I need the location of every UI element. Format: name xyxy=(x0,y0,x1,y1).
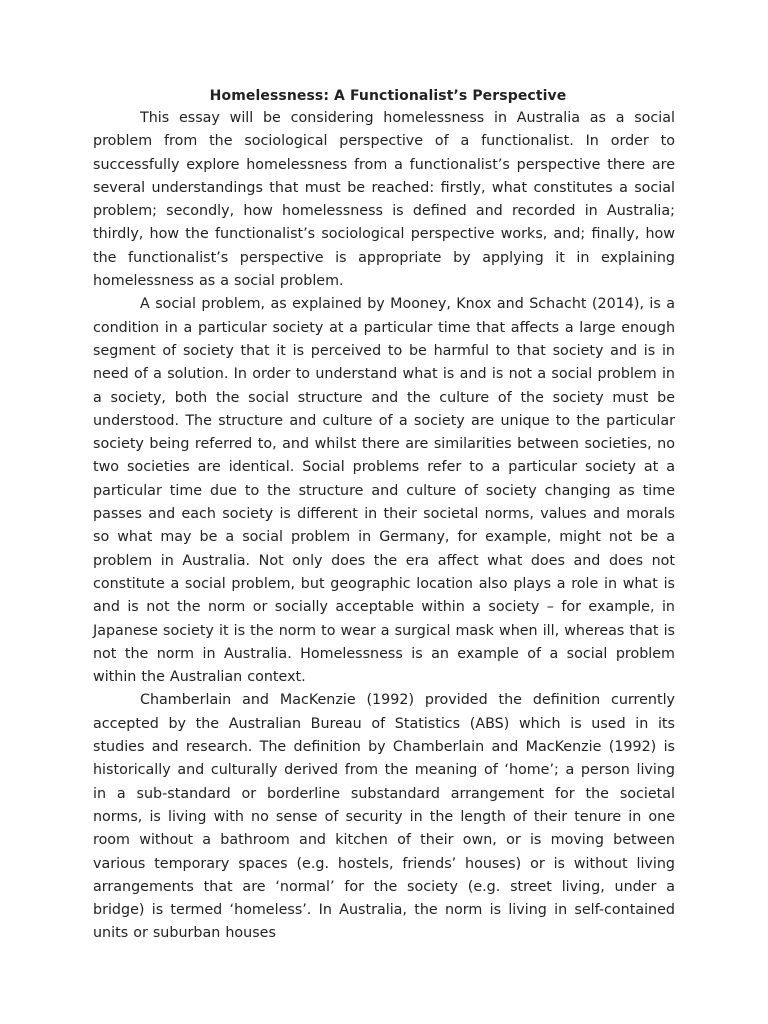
paragraph-introduction: This essay will be considering homelessness in Australia as a social problem from the sociological perspective of a functionalist. In order to successfully explore homelessness from a functionalist’s perspective there are several understandings that must be reached: firstly, what constitutes a social problem; secondly, how homelessness is defined and recorded in Australia; thirdly, how the functionalist’s sociological perspective works, and; finally, how the functionalist’s perspective is appropriate by applying it in explaining homelessness as a social problem. xyxy=(93,110,675,290)
document-title: Homelessness: A Functionalist’s Perspective xyxy=(209,88,567,104)
document-body xyxy=(93,85,675,946)
paragraph-definition: Chamberlain and MacKenzie (1992) provided the definition currently accepted by the Australian Bureau of Statistics (ABS) which is used in its studies and research. The definition by Chamberlain and MacKenzie (1992) is historically and culturally derived from the meaning of ‘home’; a person living in a sub-standard or borderline substandard arrangement for the societal norms, is living with no sense of security in the length of their tenure in one room without a bathroom and kitchen of their own, or is moving between various temporary spaces (e.g. hostels, friends’ houses) or is without living arrangements that are ‘normal’ for the society (e.g. street living, under a bridge) is termed ‘homeless’. In Australia, the norm is living in self-contained units or suburban houses xyxy=(93,692,675,942)
paragraph-social-problem: A social problem, as explained by Mooney, Knox and Schacht (2014), is a condition in a particular society at a particular time that affects a large enough segment of society that it is perceived to be harmful to that society and is in need of a solution. In order to understand what is and is not a social problem in a society, both the social structure and the culture of the society must be understood. The structure and culture of a society are unique to the particular society being referred to, and whilst there are similarities between societies, no two societies are identical. Social problems refer to a particular society at a particular time due to the structure and culture of society changing as time passes and each society is different in their societal norms, values and morals so what may be a social problem in Germany, for example, might not be a problem in Australia. Not only does the era affect what does and does not constitute a social problem, but geographic location also plays a role in what is and is not the norm or socially acceptable within a society – for example, in Japanese society it is the norm to wear a surgical mask when ill, whereas that is not the norm in Australia. Homelessness is an example of a social problem within the Australian context. xyxy=(93,296,675,686)
